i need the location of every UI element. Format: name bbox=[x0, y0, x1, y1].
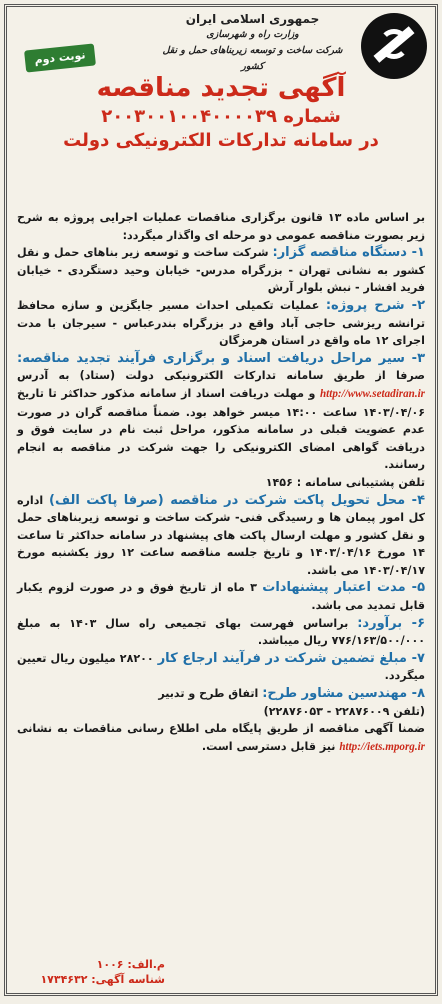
section-6-text: براساس فهرست بهای تجمیعی راه سال ۱۴۰۳ به مبلغ ۷۷۶/۱۶۳/۵۰۰/۰۰۰ ریال میباشد. bbox=[17, 616, 425, 648]
ad-identifier: شناسه آگهی: ۱۷۳۴۶۳۲ bbox=[40, 973, 165, 986]
section-3-text-b: و مهلت دریافت اسناد از سامانه مذکور حداکثر تا تاریخ ۱۴۰۳/۰۴/۰۶ ساعت ۱۴:۰۰ میسر خواهد بود. ضمناً مناقصه گران در صورت عدم عضویت قبلی در سامانه مذکور، مراحل ثبت نام در سایت فوق و دریافت گواهی امضای الکترونیکی را جهت شرکت در مناقصه به انجام رسانند. bbox=[17, 386, 426, 472]
section-3-text-a: صرفا از طریق سامانه تدارکات الکترونیکی دولت (ستاد) به آدرس bbox=[17, 369, 425, 383]
section-1-heading: ۱- دستگاه مناقصه گزار: bbox=[272, 245, 425, 261]
section-7-text: ۲۸۲۰۰ میلیون ریال تعیین میگردد. bbox=[17, 651, 425, 683]
section-1 bbox=[17, 244, 425, 297]
section-5-heading: ۵- مدت اعتبار پیشنهادات bbox=[262, 580, 425, 596]
second-round-badge: نوبت دوم bbox=[24, 43, 96, 72]
closing-paragraph bbox=[17, 720, 425, 756]
org-line-1: جمهوری اسلامی ایران bbox=[185, 12, 320, 26]
section-7-heading: ۷- مبلغ تضمین شرکت در فرآیند ارجاع کار bbox=[157, 650, 425, 666]
reference-number: م.الف: ۱۰۰۶ bbox=[96, 958, 165, 971]
support-phone: تلفن پشتیبانی سامانه : ۱۴۵۶ bbox=[265, 475, 425, 489]
ministry-block bbox=[150, 11, 355, 75]
organization-logo-icon bbox=[361, 13, 427, 79]
section-8-text: اتفاق طرح و تدبیر bbox=[158, 687, 263, 701]
iets-link[interactable]: http://iets.mporg.ir bbox=[339, 740, 425, 753]
notice-header bbox=[7, 7, 435, 151]
closing-text-b: نیز قابل دسترسی است. bbox=[201, 739, 340, 753]
tender-system: در سامانه تدارکات الکترونیکی دولت bbox=[63, 130, 379, 151]
notice-body bbox=[7, 209, 435, 756]
section-4-text: اداره کل امور پیمان ها و رسیدگی فنی- شرکت ساخت و توسعه زیربناهای حمل و نقل کشور و مهلت ارسال پاکت های پیشنهاد در سامانه حداکثر تا ساعت ۱۴ مورخ ۱۴۰۳/۰۴/۱۶ و تاریخ جلسه مناقصه ساعت ۱۲ روز یکشنبه مورخ ۱۴۰۳/۰۴/۱۷ می باشد. bbox=[17, 493, 425, 577]
section-7 bbox=[17, 650, 425, 685]
intro-paragraph: بر اساس ماده ۱۳ قانون برگزاری مناقصات عملیات اجرایی پروژه به شرح زیر بصورت مناقصه عمومی دو مرحله ای واگذار میگردد: bbox=[17, 211, 425, 242]
section-5-text: ۳ ماه از تاریخ فوق و در صورت لزوم یکبار قابل تمدید می باشد. bbox=[17, 581, 425, 613]
footer-ids bbox=[15, 957, 165, 987]
tender-notice bbox=[4, 4, 438, 996]
section-8-heading: ۸- مهندسین مشاور طرح: bbox=[262, 686, 425, 702]
section-2 bbox=[17, 297, 425, 350]
section-4-heading: ۴- محل تحویل پاکت شرکت در مناقصه (صرفا پاکت الف) bbox=[49, 492, 425, 508]
section-6-heading: ۶- برآورد: bbox=[357, 615, 426, 631]
section-2-text: عملیات تکمیلی احداث مسیر جایگزین و سازه محافظ ترانشه ریزشی حاجی آباد واقع در بزرگراه بندرعباس - سیرجان با مدت اجرای ۱۲ ماه واقع در استان هرمزگان bbox=[17, 298, 425, 348]
section-1-text: شرکت ساخت و توسعه زیر بناهای حمل و نقل کشور به نشانی تهران - بزرگراه مدرس- خیابان وحید دستگردی - خیابان فرید افشار - نبش بلوار آرش bbox=[17, 246, 425, 295]
section-4 bbox=[17, 492, 425, 580]
org-line-2: وزارت راه و شهرسازی bbox=[206, 29, 299, 40]
section-8 bbox=[17, 685, 425, 703]
org-line-3: شرکت ساخت و توسعه زیربناهای حمل و نقل کشور bbox=[162, 45, 343, 72]
section-6 bbox=[17, 615, 425, 650]
title-block bbox=[7, 71, 435, 153]
closing-text-a: ضمنا آگهی مناقصه از طریق پایگاه ملی اطلاع رسانی مناقصات به نشانی bbox=[17, 722, 425, 736]
section-3 bbox=[17, 350, 425, 474]
setad-link[interactable]: http://www.setadiran.ir bbox=[319, 387, 425, 400]
section-3-heading: ۳- سیر مراحل دریافت اسناد و برگزاری فرآیند تجدید مناقصه: bbox=[17, 350, 425, 366]
notice-title: آگهی تجدید مناقصه bbox=[96, 73, 346, 103]
tender-number: شماره ۲۰۰۳۰۰۱۰۰۴۰۰۰۰۳۹ bbox=[101, 106, 341, 127]
section-2-heading: ۲- شرح پروژه: bbox=[325, 297, 425, 313]
section-5 bbox=[17, 579, 425, 614]
consultant-phone: (تلفن ۲۲۸۷۶۰۰۹ - ۲۲۸۷۶۰۵۳) bbox=[263, 704, 425, 718]
